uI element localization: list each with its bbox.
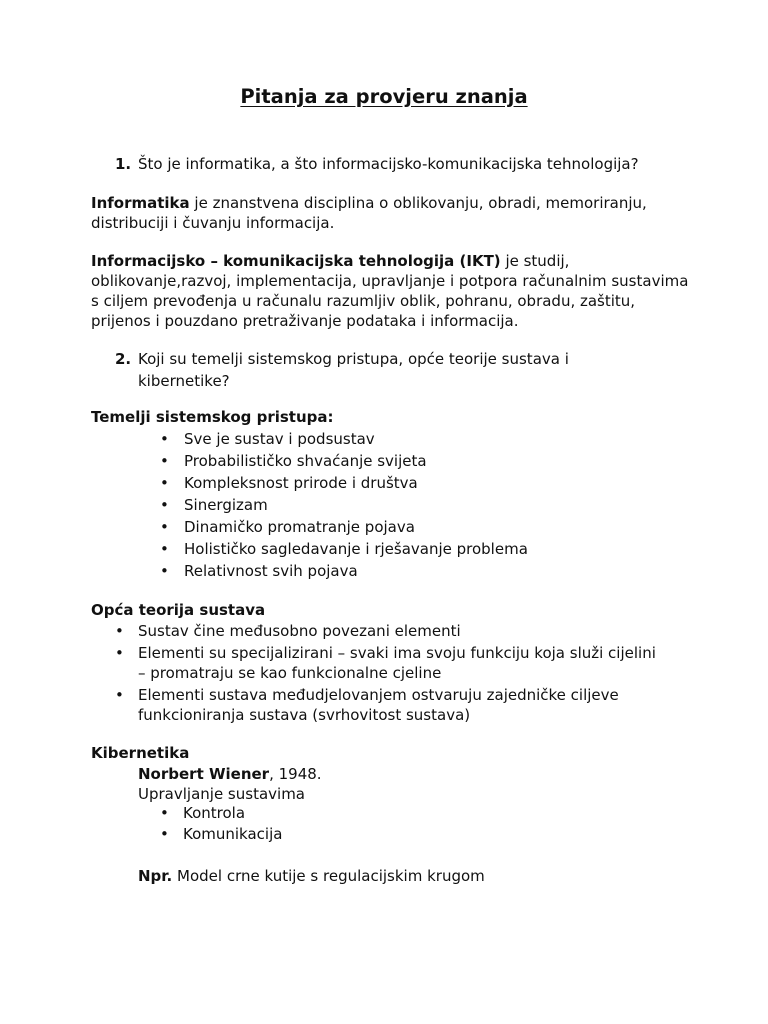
opca-list xyxy=(115,621,715,725)
bullet-icon: • xyxy=(115,644,124,662)
list-item: • Sustav čine međusobno povezani elementi xyxy=(115,622,461,640)
question-2-text: Koji su temelji sistemskog pristupa, opće teorije sustava i kibernetike? xyxy=(138,350,569,390)
ikt-definition xyxy=(91,251,691,331)
bullet-icon: • xyxy=(115,686,124,704)
question-1 xyxy=(0,153,768,175)
list-item: • Komunikacija xyxy=(160,825,283,843)
kibernetika-heading: Kibernetika xyxy=(91,744,190,762)
bullet-icon: • xyxy=(160,540,169,558)
list-item: • Elementi sustava međudjelovanjem ostvaruju zajedničke ciljeve funkcioniranja sustava (svrhovitost sustava) xyxy=(115,686,619,724)
bullet-icon: • xyxy=(160,518,169,536)
ikt-term: Informacijsko – komunikacijska tehnologija (IKT) xyxy=(91,252,501,270)
bullet-icon: • xyxy=(160,452,169,470)
list-item: • Elementi su specijalizirani – svaki ima svoju funkciju koja služi cijelini – promatraju se kao funkcionalne cjeline xyxy=(115,644,656,682)
bullet-icon: • xyxy=(160,430,169,448)
bullet-icon: • xyxy=(160,825,169,843)
bullet-icon: • xyxy=(115,622,124,640)
list-item: • Relativnost svih pojava xyxy=(160,562,358,580)
opca-heading: Opća teorija sustava xyxy=(91,601,266,619)
bullet-icon: • xyxy=(160,474,169,492)
example-label: Npr. xyxy=(138,867,173,885)
temelji-heading: Temelji sistemskog pristupa: xyxy=(91,408,334,426)
list-item: • Probabilističko shvaćanje svijeta xyxy=(160,452,427,470)
question-2 xyxy=(0,348,768,392)
page-title: Pitanja za provjeru znanja xyxy=(240,85,528,108)
informatika-term: Informatika xyxy=(91,194,190,212)
question-1-number: 1. xyxy=(115,155,132,173)
bullet-icon: • xyxy=(160,804,169,822)
author-name: Norbert Wiener xyxy=(138,765,270,783)
list-item: • Kompleksnost prirode i društva xyxy=(160,474,418,492)
list-item: • Kontrola xyxy=(160,804,246,822)
list-item: • Holističko sagledavanje i rješavanje problema xyxy=(160,540,528,558)
example-text: Model crne kutije s regulacijskim krugom xyxy=(172,867,485,885)
author-year: , 1948. xyxy=(269,765,322,783)
kibernetika-author-line xyxy=(138,764,322,784)
temelji-list xyxy=(160,428,700,582)
informatika-definition xyxy=(91,193,691,233)
kibernetika-example xyxy=(138,866,485,886)
bullet-icon: • xyxy=(160,562,169,580)
kibernetika-subtitle: Upravljanje sustavima xyxy=(138,785,305,803)
list-item: • Sve je sustav i podsustav xyxy=(160,430,375,448)
kibernetika-list xyxy=(160,803,560,845)
list-item: • Dinamičko promatranje pojava xyxy=(160,518,415,536)
list-item: • Sinergizam xyxy=(160,496,268,514)
bullet-icon: • xyxy=(160,496,169,514)
question-1-text: Što je informatika, a što informacijsko-komunikacijska tehnologija? xyxy=(138,155,639,173)
ikt-text: je studij, oblikovanje,razvoj, implementacija, upravljanje i potpora računalnim sustavima s ciljem prevođenja u računalu razumljiv oblik, pohranu, obradu, zaštitu, prijenos i pouzdano pretraživanje podataka i informacija. xyxy=(91,252,689,330)
question-2-number: 2. xyxy=(115,350,132,368)
informatika-text: je znanstvena disciplina o oblikovanju, obradi, memoriranju, distribuciji i čuvanju informacija. xyxy=(91,194,647,232)
